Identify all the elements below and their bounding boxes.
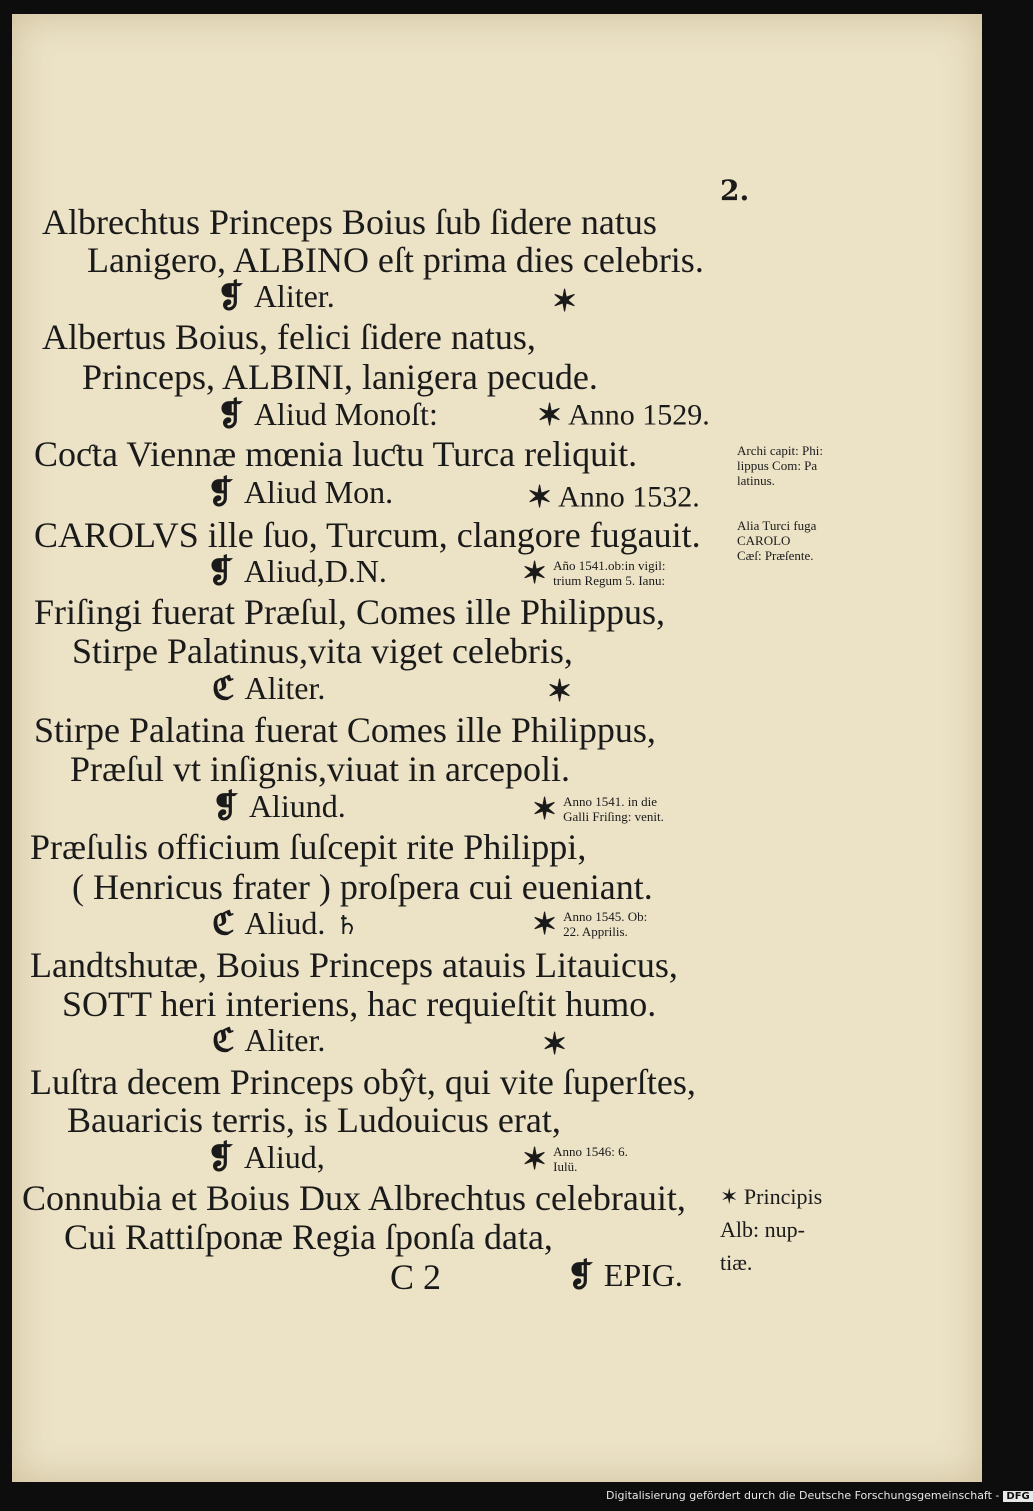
verse-line: Coƈta Viennæ mœnia luƈtu Turca reliquit. <box>34 434 638 474</box>
pilcrow-mark: ❡ <box>217 278 244 314</box>
verse-line: Connubia et Boius Dux Albrechtus celebrauit, <box>22 1178 686 1218</box>
heading-text: Aliud Monoſt: <box>253 396 438 432</box>
section-heading <box>212 790 346 822</box>
pilcrow-mark: ℭ <box>212 1022 235 1058</box>
heading-text: Aliud,D.N. <box>243 553 387 589</box>
asterisk-mark: ✶ <box>532 908 558 941</box>
page-number: 2. <box>720 174 750 207</box>
anno-line: Iulü. <box>553 1158 578 1174</box>
verse-line: Albertus Boius, felici ſidere natus, <box>42 317 536 357</box>
pilcrow-mark: ❡ <box>212 788 239 824</box>
heading-text: Aliud Mon. <box>243 474 394 510</box>
section-heading <box>207 476 393 508</box>
margin-note-line: CAROLO <box>737 532 791 548</box>
anno-text <box>563 910 647 940</box>
verse-line: Cui Rattiſponæ Regia ſponſa data, <box>64 1217 553 1257</box>
star-note <box>542 1027 573 1062</box>
planet-symbol-icon: ♄ <box>335 911 359 940</box>
verse-line: Stirpe Palatinus,vita viget celebris, <box>72 631 573 671</box>
star-note <box>522 1142 628 1177</box>
verse-line: Lanigero, ALBINO eſt prima dies celebris. <box>87 240 704 280</box>
heading-text: Aliter. <box>253 278 335 314</box>
verse-line: Præſul vt inſignis,viuat in arcepoli. <box>70 749 570 789</box>
asterisk-mark: ✶ <box>527 481 553 514</box>
asterisk-mark: ✶ <box>537 399 563 432</box>
pilcrow-mark: ℭ <box>212 905 235 941</box>
verse-line: Præſulis officium ſuſcepit rite Philippi, <box>30 827 587 867</box>
star-note <box>522 556 665 591</box>
pilcrow-mark: ❡ <box>217 396 244 432</box>
anno-line: Anno 1546: 6. <box>553 1143 628 1159</box>
signature-mark: C 2 <box>390 1257 442 1297</box>
section-heading <box>207 555 387 587</box>
digitization-footer <box>606 1489 1033 1502</box>
section-heading <box>217 280 335 312</box>
star-note <box>537 398 710 433</box>
star-note <box>547 674 578 709</box>
footer-text: Digitalisierung gefördert durch die Deutsche Forschungsgemeinschaft - <box>606 1489 1000 1502</box>
verse-line: Luſtra decem Princeps obŷt, qui vite ſuperſtes, <box>30 1062 696 1102</box>
margin-note-line: Cæſ: Præſente. <box>737 547 814 563</box>
anno-line: trium Regum 5. Ianu: <box>553 572 666 588</box>
pilcrow-mark: ❡ <box>207 1139 234 1175</box>
asterisk-mark: ✶ <box>522 557 548 590</box>
verse-line: Friſingi fuerat Præſul, Comes ille Philippus, <box>34 592 666 632</box>
star-note <box>527 480 700 515</box>
margin-note-line: ✶ Principis <box>720 1184 823 1209</box>
heading-text: Aliund. <box>248 788 346 824</box>
asterisk-mark: ✶ <box>542 1028 568 1061</box>
anno-text <box>553 559 665 589</box>
verse-line: Bauaricis terris, is Ludouicus erat, <box>67 1100 561 1140</box>
verse-line: Princeps, ALBINI, lanigera pecude. <box>82 357 598 397</box>
anno-text: Anno 1529. <box>568 398 710 432</box>
dfg-logo: DFG <box>1003 1491 1032 1502</box>
anno-line: Anno 1541. in die <box>563 793 658 809</box>
book-page <box>12 14 982 1482</box>
star-note <box>532 907 647 942</box>
section-heading <box>212 1024 325 1056</box>
heading-text: Aliud. <box>244 905 326 941</box>
verse-line: Stirpe Palatina fuerat Comes ille Philippus, <box>34 710 656 750</box>
pilcrow-mark: ℭ <box>212 670 235 706</box>
section-heading <box>207 1141 325 1173</box>
verse-line: Landtshutæ, Boius Princeps atauis Litauicus, <box>30 945 678 985</box>
catchword <box>567 1259 683 1291</box>
anno-line: Galli Friſing: venit. <box>563 808 664 824</box>
verse-line: Albrechtus Princeps Boius ſub ſidere natus <box>42 202 657 242</box>
margin-note-line: tiæ. <box>720 1250 753 1275</box>
pilcrow-mark: ❡ <box>207 553 234 589</box>
anno-text: Anno 1532. <box>558 480 700 514</box>
margin-note-line: Alb: nup- <box>720 1217 805 1242</box>
anno-line: Anno 1545. Ob: <box>563 908 648 924</box>
heading-text: Aliter. <box>244 670 326 706</box>
asterisk-mark: ✶ <box>547 675 573 708</box>
margin-note-line: lippus Com: Pa <box>737 457 818 473</box>
margin-note-line: Archi capit: Phi: <box>737 443 823 458</box>
heading-text: Aliud, <box>243 1139 325 1175</box>
margin-note <box>737 444 867 489</box>
pilcrow-mark: ❡ <box>207 474 234 510</box>
anno-text <box>553 1145 628 1175</box>
verse-line: CAROLVS ille ſuo, Turcum, clangore fugauit. <box>34 515 701 555</box>
asterisk-mark: ✶ <box>552 285 578 318</box>
section-heading <box>212 907 359 939</box>
margin-note-line: latinus. <box>737 472 775 488</box>
verse-line: SOTT heri interiens, hac requieſtit humo. <box>62 984 657 1024</box>
section-heading <box>212 672 325 704</box>
margin-note <box>720 1180 860 1279</box>
verse-line: ( Henricus frater ) proſpera cui eueniant. <box>72 867 653 907</box>
section-heading <box>217 398 438 430</box>
anno-line: Año 1541.ob:in vigil: <box>553 557 666 573</box>
anno-line: 22. Apprilis. <box>563 923 628 939</box>
asterisk-mark: ✶ <box>522 1143 548 1176</box>
pilcrow-mark: ❡ <box>567 1257 594 1293</box>
margin-note <box>737 519 867 564</box>
asterisk-mark: ✶ <box>532 793 558 826</box>
heading-text: Aliter. <box>244 1022 326 1058</box>
star-note <box>532 792 664 827</box>
margin-note-line: Alia Turci fuga <box>737 518 817 533</box>
anno-text <box>563 795 664 825</box>
star-note <box>552 284 583 319</box>
catchword-text: EPIG. <box>603 1257 683 1293</box>
